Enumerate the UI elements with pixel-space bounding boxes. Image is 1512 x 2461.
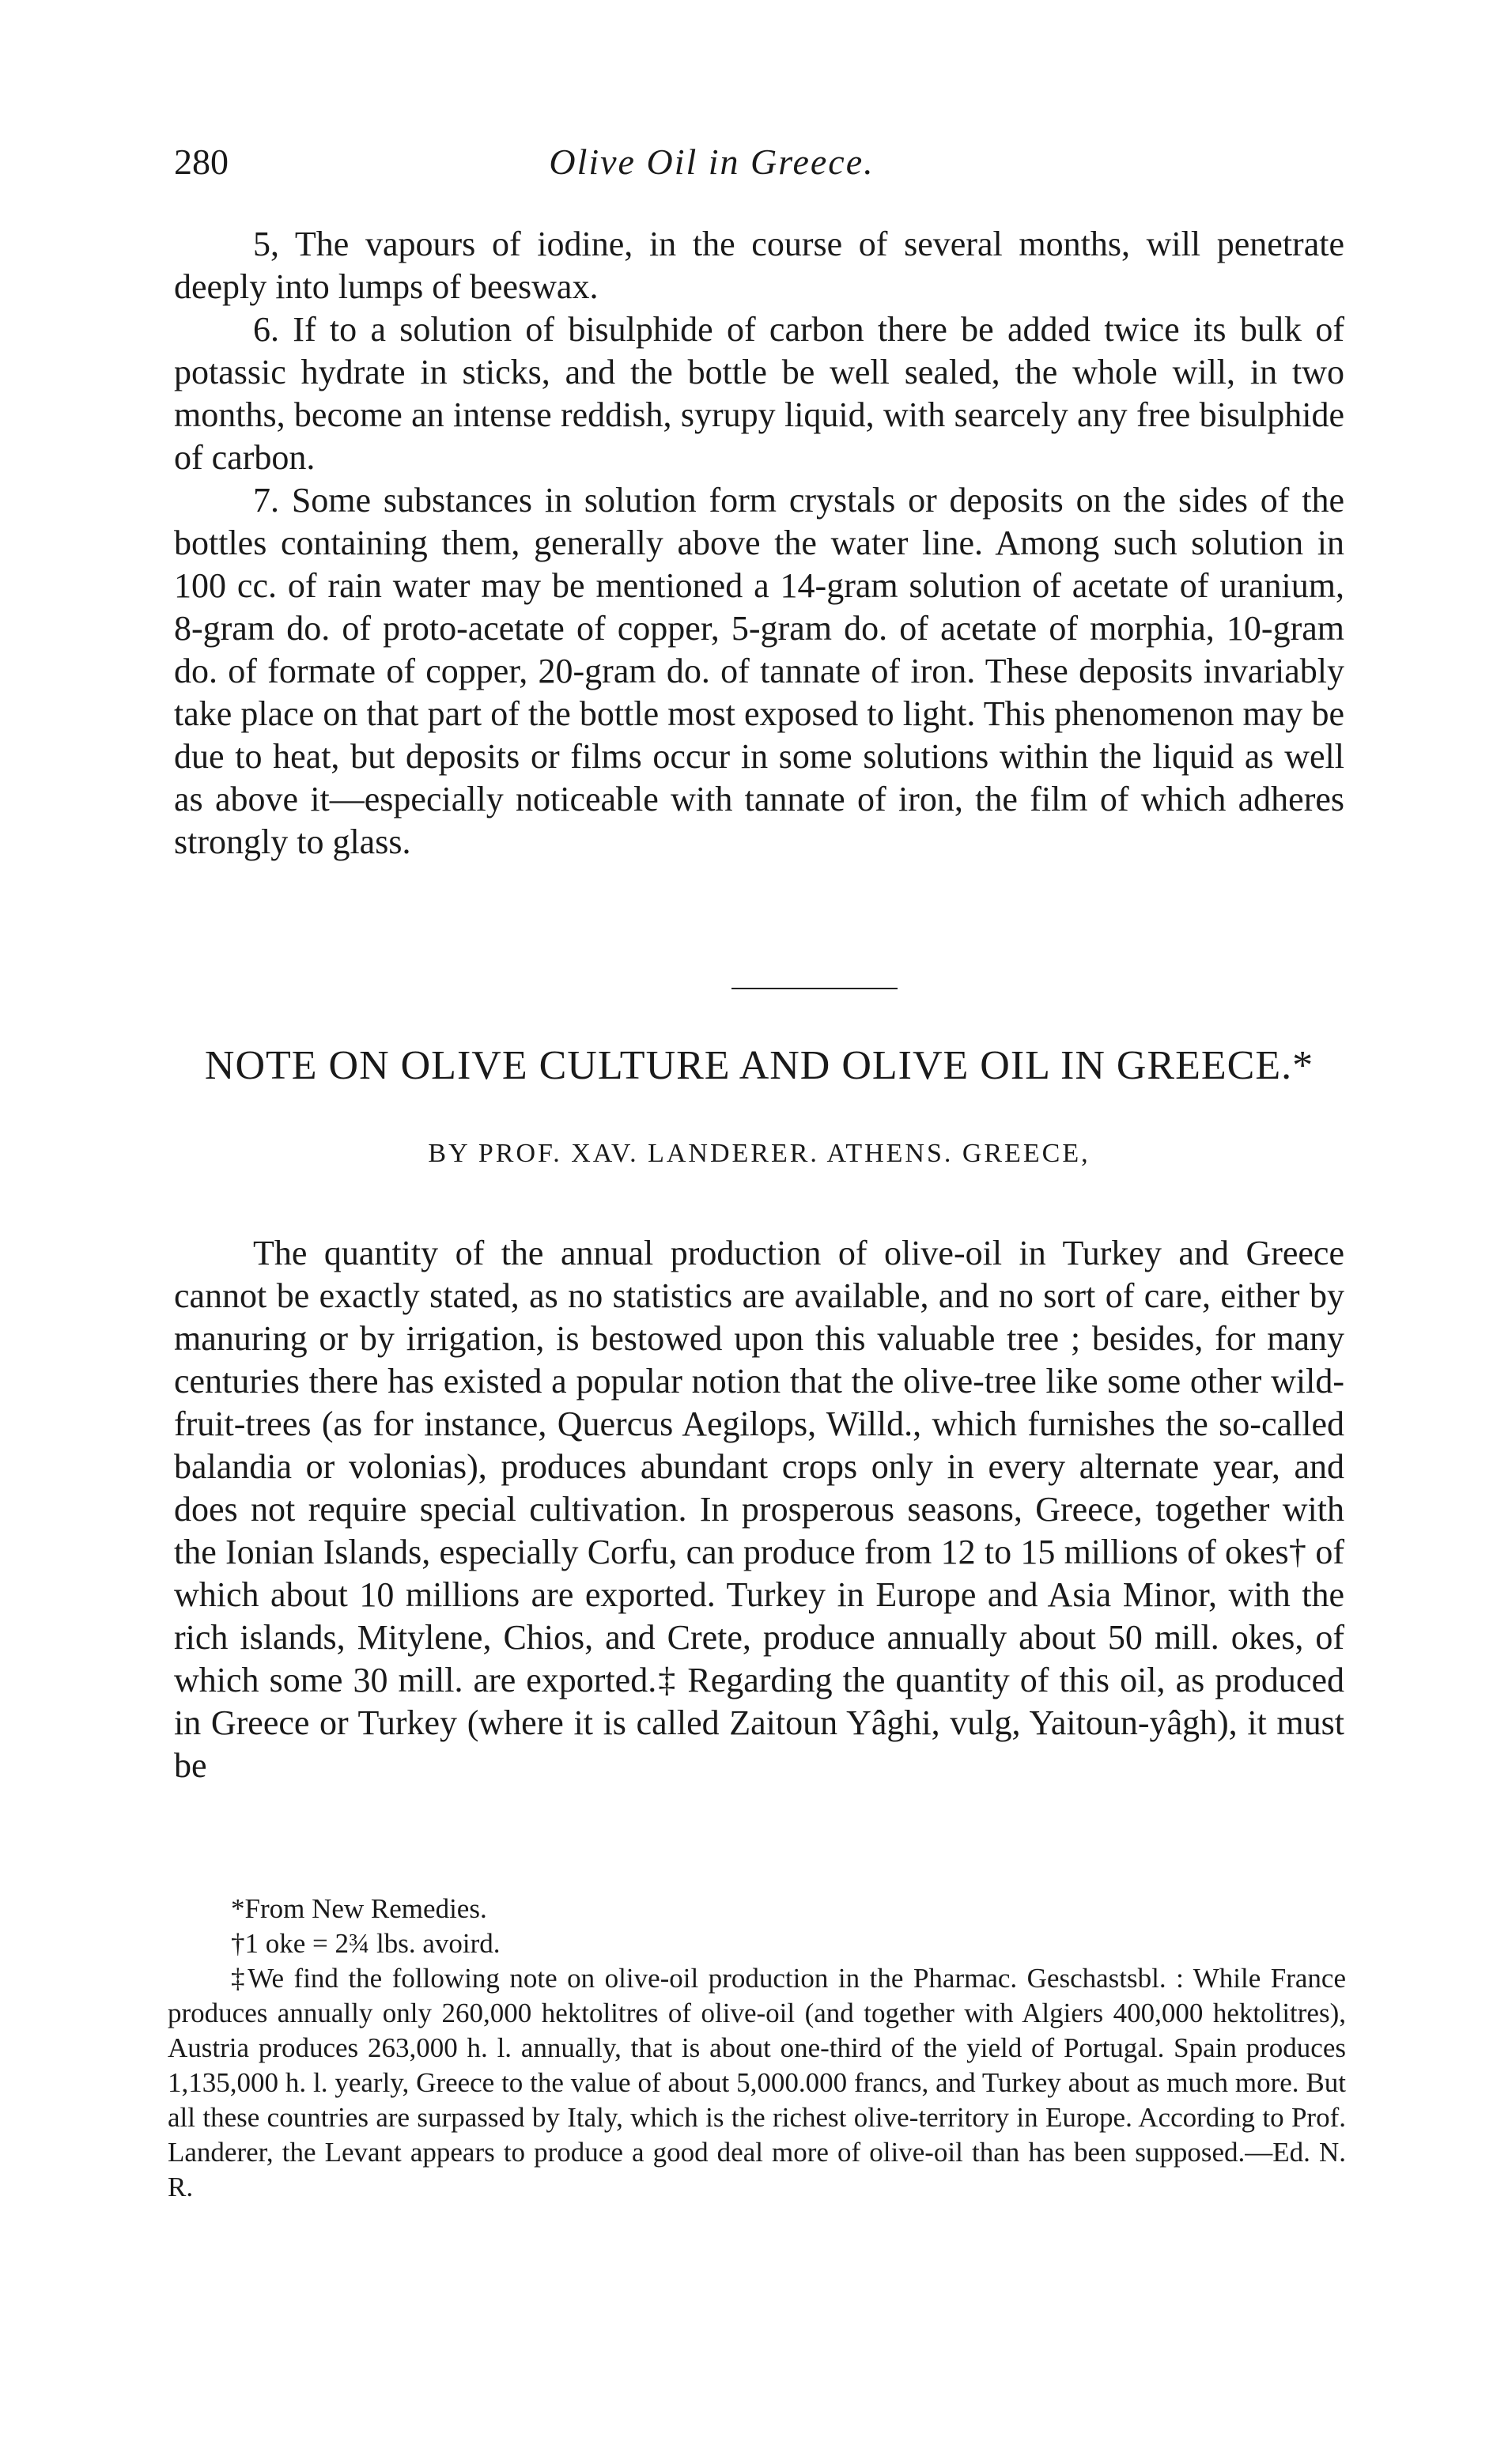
article-title: NOTE ON OLIVE CULTURE AND OLIVE OIL IN GREECE.* [204,1043,1314,1088]
paragraph-item-7: 7. Some substances in solution form crystals or deposits on the sides of the bottles containing them, generally above the water line. Among such solution in 100 cc. of rain water may be mentioned a 14-gram solution of acetate of uranium, 8-gram do. of proto-acetate of copper, 5-gram do. of acetate of morphia, 10-gram do. of formate of copper, 20-gram do. of tannate of iron. These deposits invariably take place on that part of the bottle most exposed to light. This phenomenon may be due to heat, but deposits or films occur in some solutions within the liquid as well as above it—especially noticeable with tannate of iron, the film of which adheres strongly to glass. [174,481,1344,861]
paragraph-item-6: 6. If to a solution of bisulphide of carbon there be added twice its bulk of potassic hydrate in sticks, and the bottle be well sealed, the whole will, in two months, become an intense reddish, syrupy liquid, with searcely any free bisulphide of carbon. [174,310,1344,477]
footnotes [168,1892,1346,2205]
section-divider [731,988,898,989]
running-title: Olive Oil in Greece. [549,142,875,182]
footnote-editor: ‡We find the following note on olive-oil production in the Pharmac. Geschastsbl. : While France produces annually only 260,000 hektolitres of olive-oil (and together with Algiers 400,000 hektolitres), Austria produces 263,000 h. l. annually, that is about one-third of the yield of Portugal. Spain produces 1,135,000 h. l. yearly, Greece to the value of about 5,000.000 francs, and Turkey about as much more. But all these countries are surpassed by Italy, which is the richest olive-territory in Europe. According to Prof. Landerer, the Levant appears to produce a good deal more of olive-oil than has been supposed.—Ed. N. R. [168,1963,1346,2202]
paragraph-item-5: 5, The vapours of iodine, in the course of several months, will penetrate deeply into lumps of beeswax. [174,225,1344,306]
page-number: 280 [174,142,229,182]
footnote-oke: †1 oke = 2¾ lbs. avoird. [231,1928,501,1959]
article-paragraph: The quantity of the annual production of olive-oil in Turkey and Greece cannot be exactly stated, as no statistics are available, and no sort of care, either by manuring or by irrigation, is bestowed upon this valuable tree ; besides, for many centuries there has existed a popular notion that the olive-tree like some other wild-fruit-trees (as for instance, Quercus Aegilops, Willd., which furnishes the so-called balandia or volonias), produces abundant crops only in every alternate year, and does not require special cultivation. In prosperous seasons, Greece, together with the Ionian Islands, especially Corfu, can produce from 12 to 15 millions of okes† of which about 10 millions are exported. Turkey in Europe and Asia Minor, with the rich islands, Mitylene, Chios, and Crete, produce annually about 50 mill. okes, of which some 30 mill. are exported.‡ Regarding the quantity of this oil, as produced in Greece or Turkey (where it is called Zaitoun Yâghi, vulg, Yaitoun-yâgh), it must be [174,1234,1344,1785]
footnote-source: *From New Remedies. [231,1893,487,1924]
article-body [174,1232,1344,1787]
running-head [174,141,1344,188]
continued-section [174,223,1344,864]
article-byline: BY PROF. XAV. LANDERER. ATHENS. GREECE, [428,1139,1091,1168]
